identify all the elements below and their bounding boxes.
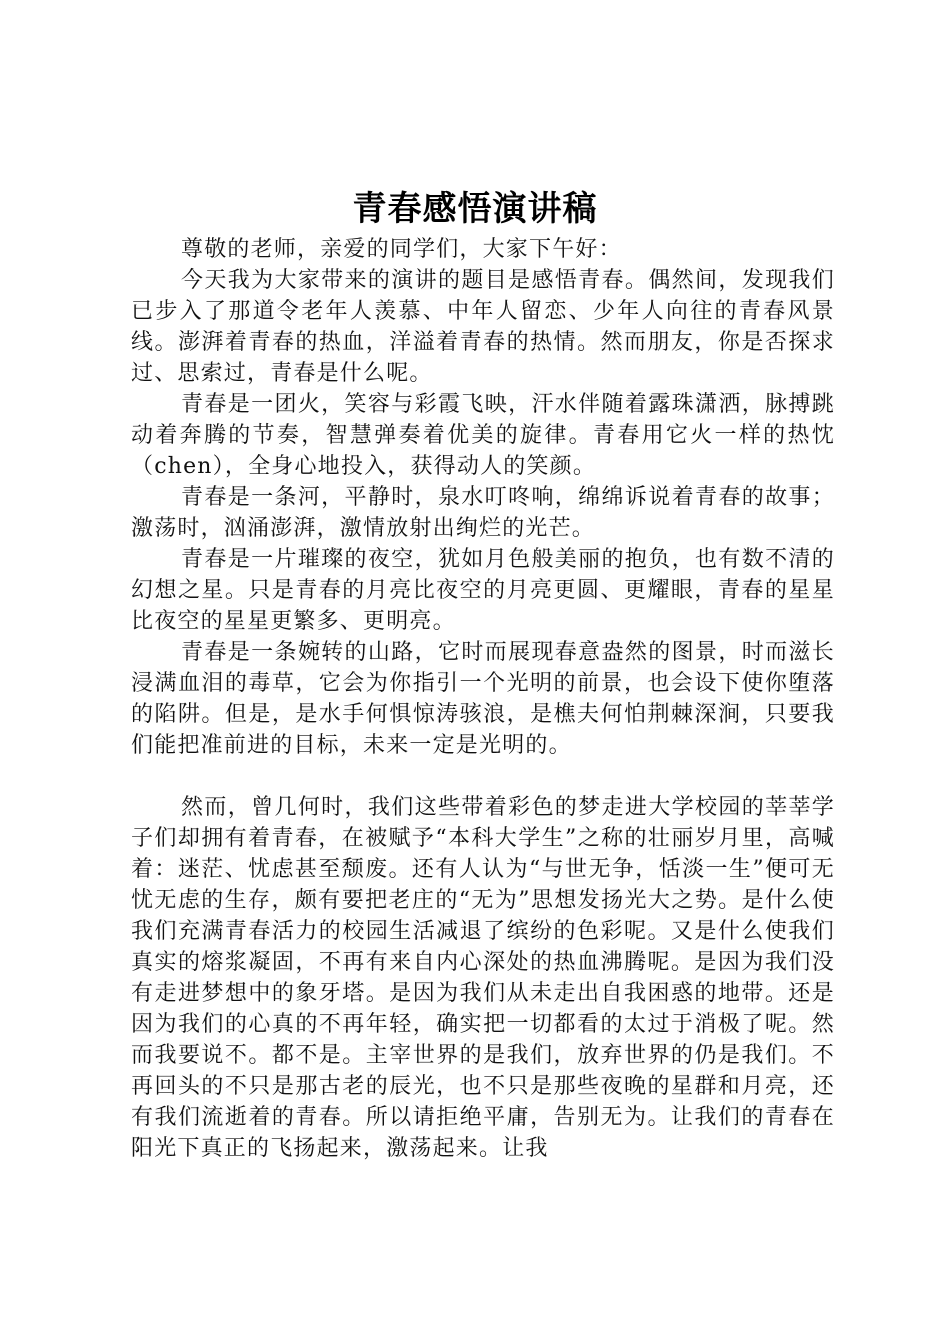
document-body (131, 234, 835, 1164)
paragraph-intro: 今天我为大家带来的演讲的题目是感悟青春。偶然间，发现我们已步入了那道令老年人羡慕、中年人留恋、少年人向往的青春风景线。澎湃着青春的热血，洋溢着青春的热情。然而朋友，你是否探求过、思索过，青春是什么呢。 (131, 268, 835, 386)
paragraph-greeting: 尊敬的老师，亲爱的同学们，大家下午好： (181, 237, 622, 262)
paragraph-spacer (131, 761, 835, 792)
paragraph-river: 青春是一条河，平静时，泉水叮咚响，绵绵诉说着青春的故事；激荡时，汹涌澎湃，激情放射出绚烂的光芒。 (131, 485, 835, 541)
paragraph-night-sky: 青春是一片璀璨的夜空，犹如月色般美丽的抱负，也有数不清的幻想之星。只是青春的月亮比夜空的月亮更圆、更耀眼，青春的星星比夜空的星星更繁多、更明亮。 (131, 547, 835, 634)
paragraph-mountain-road: 青春是一条婉转的山路，它时而展现春意盎然的图景，时而滋长浸满血泪的毒草，它会为你指引一个光明的前景，也会设下使你堕落的陷阱。但是，是水手何惧惊涛骇浪，是樵夫何怕荆棘深涧，只要我们能把准前进的目标，未来一定是光明的。 (131, 640, 835, 758)
document-title: 青春感悟演讲稿 (352, 189, 598, 229)
paragraph-fire: 青春是一团火，笑容与彩霞飞映，汗水伴随着露珠潇洒，脉搏跳动着奔腾的节奏，智慧弹奏着优美的旋律。青春用它火一样的热忱（chen），全身心地投入，获得动人的笑颜。 (131, 392, 835, 479)
paragraph-however: 然而，曾几何时，我们这些带着彩色的梦走进大学校园的莘莘学子们却拥有着青春，在被赋予“本科大学生”之称的壮丽岁月里，高喊着：迷茫、忧虑甚至颓废。还有人认为“与世无争，恬淡一生”便可无忧无虑的生存，颇有要把老庄的“无为”思想发扬光大之势。是什么使我们充满青春活力的校园生活减退了缤纷的色彩呢。又是什么使我们真实的熔浆凝固，不再有来自内心深处的热血沸腾呢。是因为我们没有走进梦想中的象牙塔。是因为我们从未走出自我困惑的地带。还是因为我们的心真的不再年轻，确实把一切都看的太过于消极了呢。然而我要说不。都不是。主宰世界的是我们，放弃世界的仍是我们。不再回头的不只是那古老的辰光，也不只是那些夜晚的星群和月亮，还有我们流逝着的青春。所以请拒绝平庸，告别无为。让我们的青春在阳光下真正的飞扬起来，激荡起来。让我 (131, 795, 835, 1161)
